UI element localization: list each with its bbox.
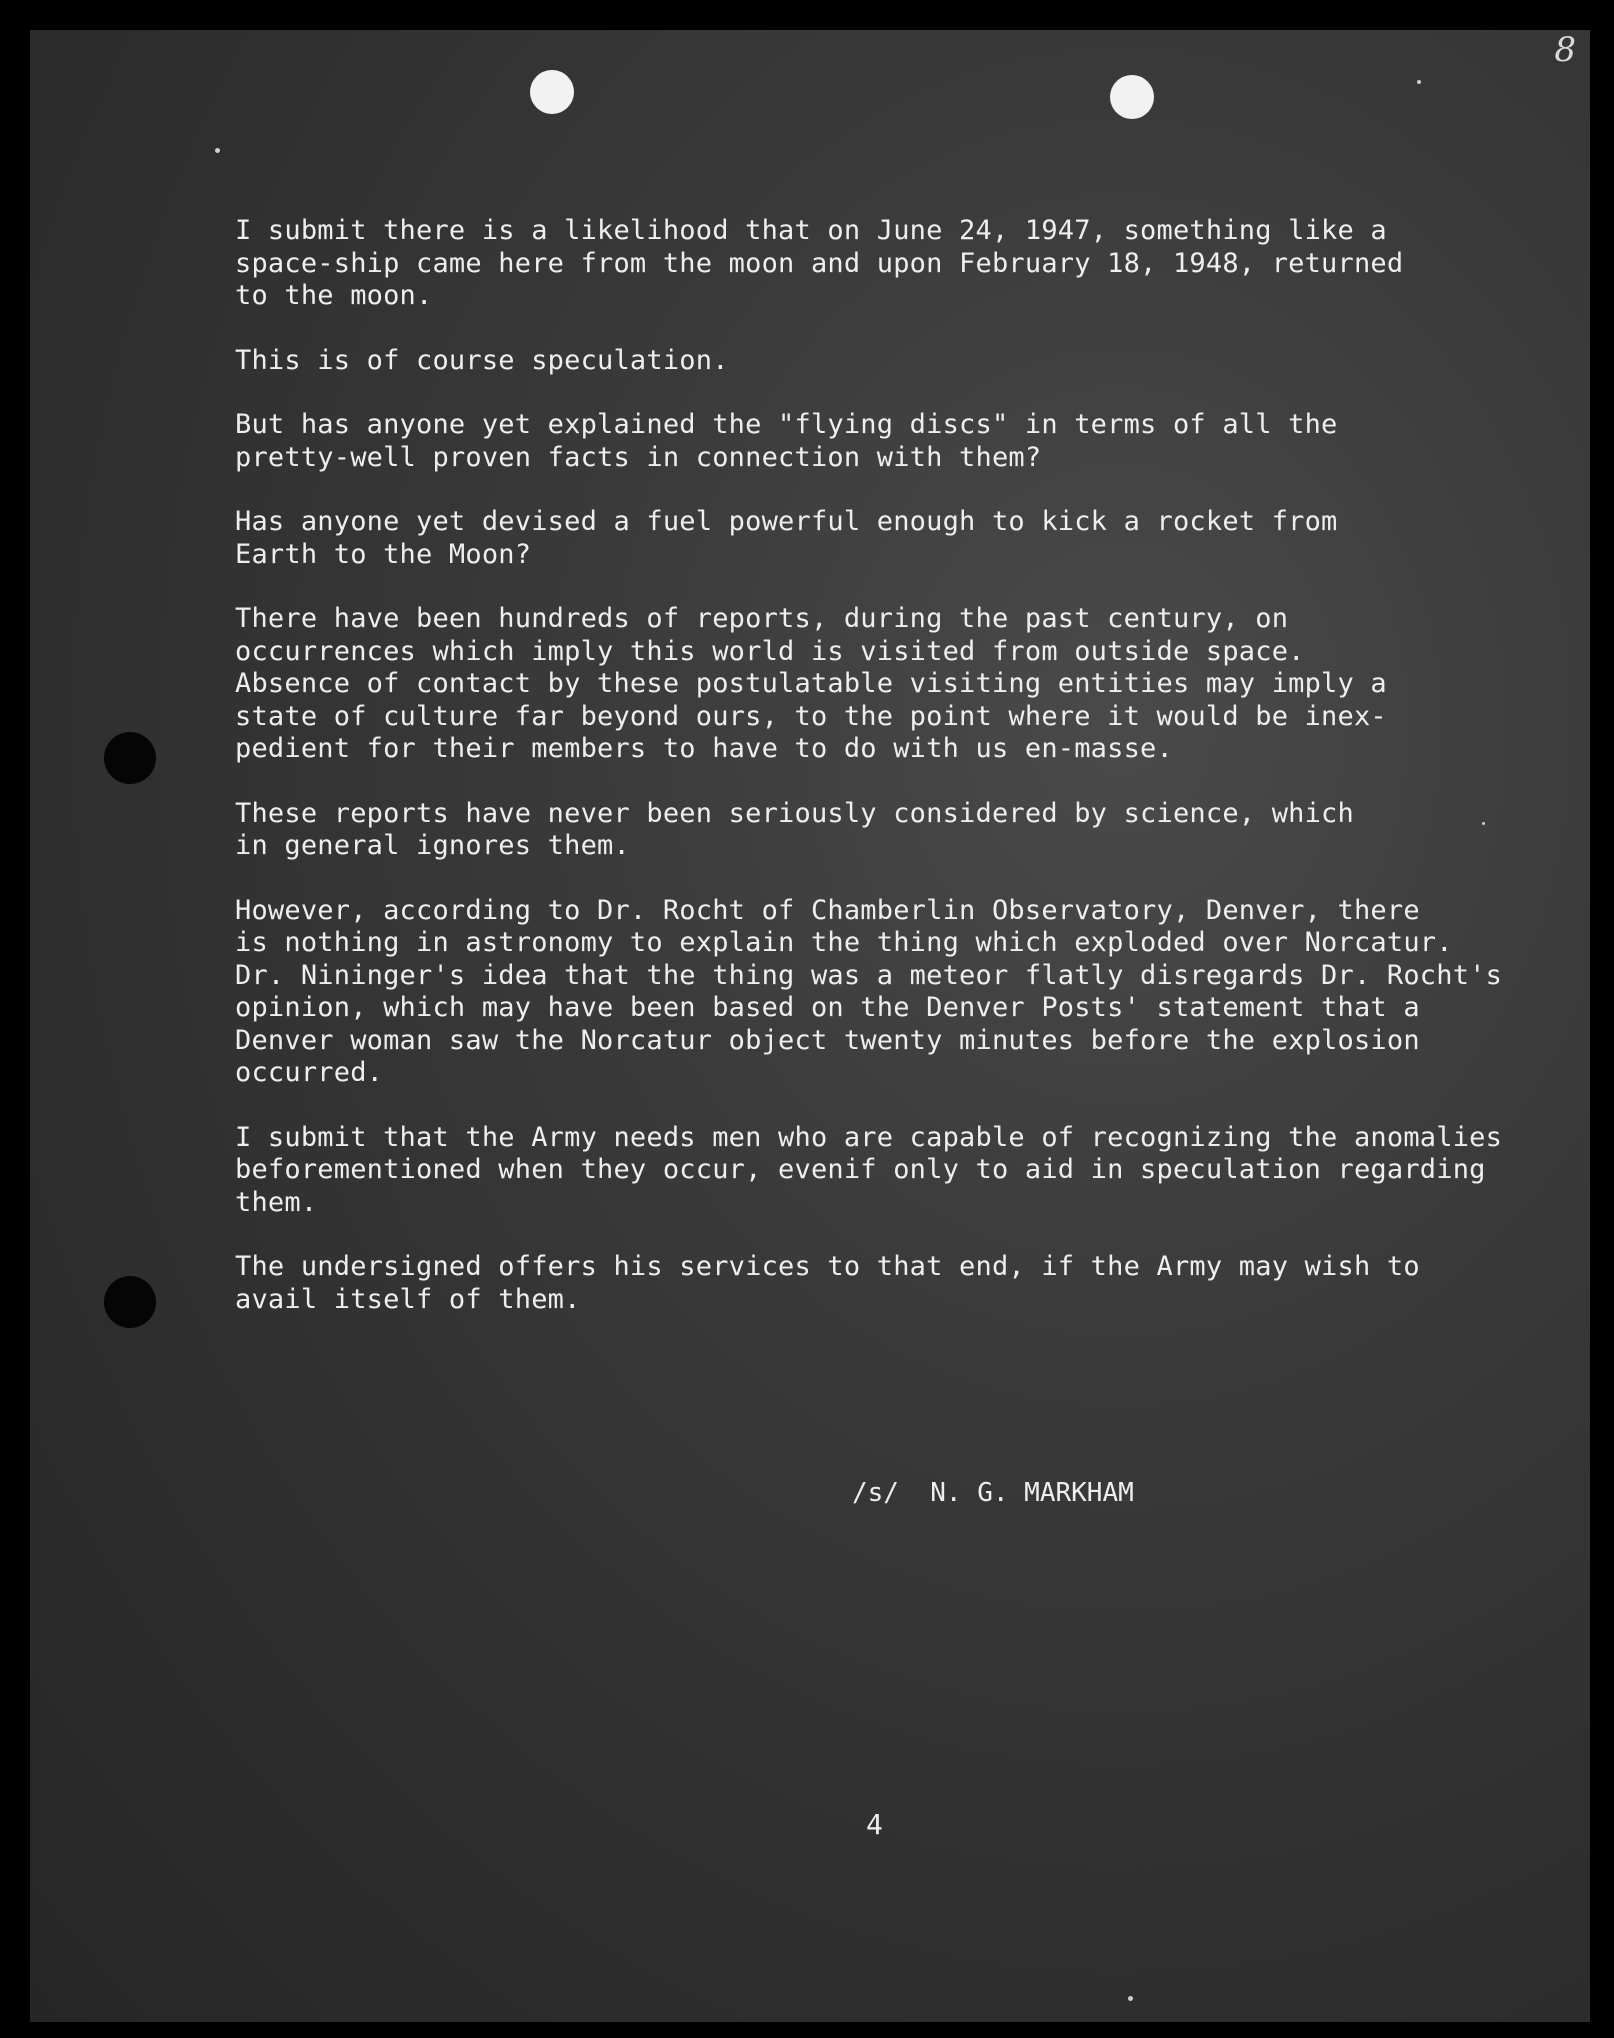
speck	[215, 148, 220, 153]
paragraph-9: The undersigned offers his services to that end, if the Army may wish to avail itself of them.	[235, 1251, 1420, 1315]
corner-mark: 8	[1554, 30, 1576, 70]
page-number: 4	[866, 1808, 883, 1841]
paragraph-3: But has anyone yet explained the "flying discs" in terms of all the pretty-well proven facts in connection with them?	[235, 409, 1338, 473]
letter-body	[235, 215, 1575, 1348]
paragraph-8: I submit that the Army needs men who are capable of recognizing the anomalies beforementioned when they occur, evenif only to aid in speculation regarding them.	[235, 1121, 1503, 1218]
paragraph-5: There have been hundreds of reports, during the past century, on occurrences which imply this world is visited from outside space. Absence of contact by these postulatable visiting entities may imply a state of culture far beyond ours, to the point where it would be inex- pedient for their members to have to do with us en-masse.	[235, 603, 1387, 764]
paragraph-2: This is of course speculation.	[235, 344, 729, 376]
paragraph-1: I submit there is a likelihood that on June 24, 1947, something like a space-ship came here from the moon and upon February 18, 1948, returned to the moon.	[235, 215, 1404, 311]
speck	[1128, 1996, 1133, 2001]
paragraph-4: Has anyone yet devised a fuel powerful enough to kick a rocket from Earth to the Moon?	[235, 506, 1338, 570]
punch-hole-left-upper	[104, 732, 156, 784]
document-page	[30, 30, 1590, 2022]
punch-hole-top-right	[1110, 75, 1154, 119]
signature: /s/ N. G. MARKHAM	[852, 1478, 1134, 1508]
punch-hole-left-lower	[104, 1276, 156, 1328]
punch-hole-top-left	[530, 70, 574, 114]
paragraph-7: However, according to Dr. Rocht of Chamberlin Observatory, Denver, there is nothing in astronomy to explain the thing which exploded over Norcatur. Dr. Nininger's idea that the thing was a meteor flatly disregards Dr. Rocht's opinion, which may have been based on the Denver Posts' statement that a Denver woman saw the Norcatur object twenty minutes before the explosion occurred.	[235, 894, 1503, 1088]
paragraph-6: These reports have never been seriously considered by science, which in general ignores them.	[235, 797, 1354, 861]
speck	[1417, 80, 1421, 84]
